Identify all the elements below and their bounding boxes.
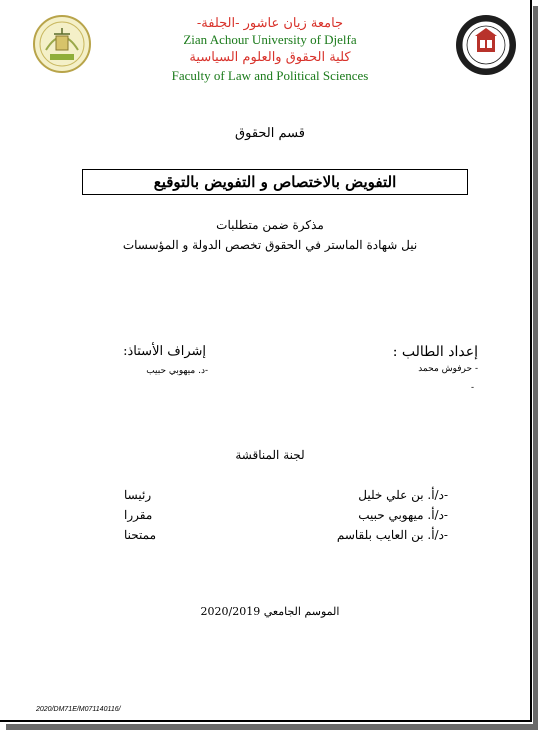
university-seal-icon [455,14,517,76]
committee-member-name: -د/أ. بن العايب بلقاسم [336,528,448,542]
department-name: قسم الحقوق [235,126,305,141]
university-name-english: Zian Achour University of Djelfa [183,32,357,47]
page-shadow-right [533,6,538,730]
student-name: - حرفوش محمد [418,364,478,374]
committee-member-name: -د/أ. بن علي خليل [358,488,448,502]
student-extra: - [470,383,474,393]
committee-member-role: ممتحنا [124,528,157,542]
thesis-note-line-2: نيل شهادة الماستر في الحقوق تخصص الدولة و المؤسسات [122,238,418,252]
committee-member-name: -د/أ. ميهوبي حبيب [358,508,448,522]
faculty-name-english: Faculty of Law and Political Sciences [171,68,369,83]
university-name-arabic: جامعة زيان عاشور -الجلفة- [196,16,344,31]
supervisor-name: -د. ميهوبي حبيب [146,366,208,376]
committee-title: لجنة المناقشة [235,448,305,462]
faculty-logo-icon [32,14,92,74]
student-label: إعداد الطالب : [392,344,478,360]
supervisor-label: إشراف الأستاذ: [123,344,206,359]
thesis-title: التفويض بالاختصاص و التفويض بالتوقيع [82,169,468,195]
page-shadow-bottom [6,724,538,730]
reference-code: 2020/DM71E/M071140116/ [36,706,121,713]
committee-member-role: رئيسا [124,488,152,502]
thesis-note-line-1: مذكرة ضمن متطلبات [216,218,324,232]
faculty-name-arabic: كلية الحقوق والعلوم السياسية [189,50,351,65]
committee-member-role: مقررا [124,508,153,522]
academic-year: الموسم الجامعي 2020/2019 [200,605,340,618]
